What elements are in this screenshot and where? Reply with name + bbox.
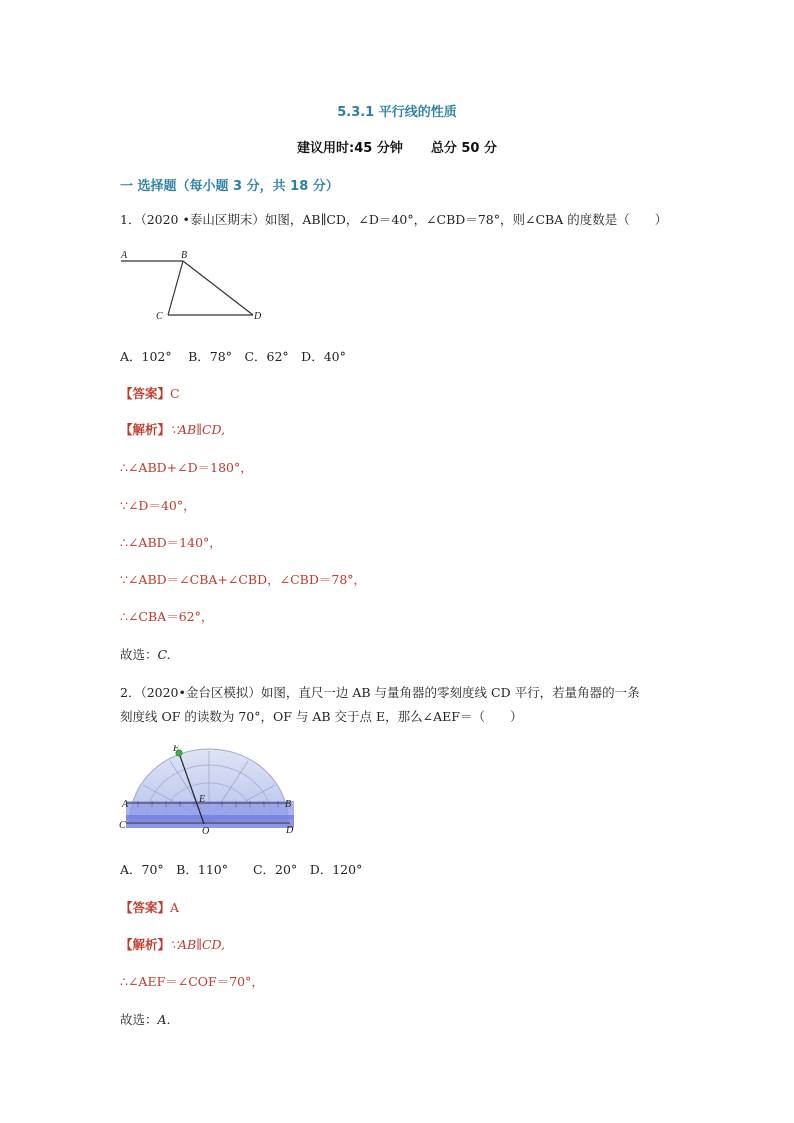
question-2-answer [120,898,179,916]
analysis-label: 【解析】 [120,422,171,437]
analysis-step: ∴∠ABD＝140°， [120,535,222,550]
point-label-c: C [119,820,126,831]
question-2-options: A．70° B．110° C．20° D．120° [120,862,363,877]
line-bc [168,261,183,315]
question-1-options: A．102° B．78° C．62° D．40° [120,349,346,364]
analysis-step: ∵∠D＝40°， [120,498,196,513]
point-label-o: O [202,826,210,837]
conclusion-value: C. [157,647,171,662]
point-label-d: D [254,311,262,322]
question-1-answer [120,384,180,402]
exam-info [0,137,794,156]
point-label-c: C [156,311,163,322]
point-label-d: D [286,825,294,836]
question-1-text: 1．（2020 •泰山区期末）如图，AB∥CD，∠D＝40°，∠CBD＝78°，则∠CBA 的度数是（ ） [120,212,668,227]
point-label-a: A [122,799,129,810]
conclusion-prefix: 故选： [120,647,158,662]
answer-label: 【答案】 [120,900,171,915]
answer-value: A [170,900,180,915]
page-title: 5.3.1 平行线的性质 [337,105,457,120]
point-label-e: E [199,794,206,805]
suggested-time: 建议用时:45 分钟 [297,141,403,156]
analysis-step: ∴∠AEF＝∠COF＝70°， [120,974,264,989]
point-label-b: B [181,250,188,261]
conclusion-value: A. [157,1012,171,1027]
question-2-text-line-2: 刻度线 OF 的读数为 70°，OF 与 AB 交于点 E，那么∠AEF＝（ ） [120,709,523,724]
question-2-figure [118,745,298,837]
point-label-f: F [173,745,180,754]
question-2-conclusion [120,1010,171,1028]
analysis-step: ∴∠CBA＝62°， [120,609,214,624]
question-1-analysis [120,420,225,438]
section-heading: 一 选择题（每小题 3 分，共 18 分） [120,179,339,194]
answer-label: 【答案】 [120,386,171,401]
question-2-text-line-1: 2．（2020•金台区模拟）如图，直尺一边 AB 与量角器的零刻度线 CD 平行，若量角器的一条 [120,685,640,700]
conclusion-prefix: 故选： [120,1012,158,1027]
answer-value: C [170,386,180,401]
question-2-analysis [120,935,225,953]
analysis-step: ∵∠ABD＝∠CBA+∠CBD，∠CBD＝78°， [120,572,367,587]
point-label-a: A [121,250,128,261]
analysis-step: ∴∠ABD+∠D＝180°， [120,460,253,475]
question-1-figure [118,248,278,326]
question-1-conclusion [120,645,171,663]
analysis-label: 【解析】 [120,937,171,952]
point-label-b: B [285,799,292,810]
total-score: 总分 50 分 [430,141,497,156]
analysis-first-line: ∵AB∥CD, [170,422,226,437]
analysis-first-line: ∵AB∥CD, [170,937,226,952]
line-bd [183,261,253,315]
